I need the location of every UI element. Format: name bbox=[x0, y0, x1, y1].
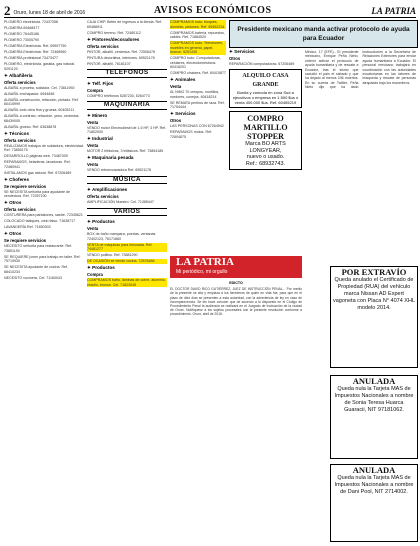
legal-edict-title: EDICTO bbox=[229, 281, 243, 285]
classified-ad: COMPRAMOS batería, repuestos, cables. Ref. 71884520 bbox=[170, 30, 225, 39]
ad-extravio-body: Queda anulado el Certificado de Propiedad (RUA) del vehículo marca Nissan AD Expert vagoneta con Placa N° 4074 XHL modelo 2014. bbox=[333, 277, 416, 311]
ad-compro-line1: COMPRO bbox=[247, 114, 284, 123]
section-subheading: Oferta servicios bbox=[4, 79, 36, 85]
classified-ad: PLOMERÍA Electricista. Ref. 72468960 bbox=[4, 50, 67, 54]
ad-compro-line6: nuevo o usado. bbox=[246, 154, 285, 160]
ad-house-body: Bonita y cómoda en zona Sud a ejecutivos o empresa en 1.500 $us o venta 400.000 $us. Ref. 60455219 bbox=[232, 90, 299, 105]
section-heading: ✦ Productos bbox=[87, 219, 115, 224]
classified-ad: SE REMATA perritos de raza. Ref. 71754444 bbox=[170, 100, 225, 109]
ad-anulada-2-body: Queda nula la Tarjeta MAS de Impuestos Nacionales a nombre de Dani Pool, NIT 2714002. bbox=[334, 475, 414, 495]
classified-ad: AMPLIFICACIÓN Nuestro. Cel. 71385447 bbox=[87, 200, 154, 204]
classified-ad: ALBAÑIL a contrato, refacción, yeso, cerámica. 68439005 bbox=[4, 114, 80, 123]
section-subheading: Compra bbox=[87, 272, 103, 277]
ad-anulada-2 bbox=[330, 464, 418, 542]
ad-compro-line2: MARTILLO bbox=[243, 123, 288, 132]
legal-edict-body: EL DOCTOR DAVID RICO GUTIÉRREZ, JUEZ DE INSTRUCCIÓN PENAL... Por medio de la presente se cita y emplaza a los herederos de quien en vida fue, para que en el plazo de diez días se presenten a esta autoridad, con la advertencia de ley en caso de incomparecencia. Se les hace conocer que de acuerdo a lo dispuesto en el Código de Procedimiento Penal la audiencia se realizará en el Juzgado de Instrucción de la ciudad de Oruro. Notifíquese a los sujetos procesales con la presente resolución conforme a procedimiento. Oruro, abril de 2016. bbox=[170, 287, 302, 317]
classifieds-column-3 bbox=[170, 20, 226, 254]
ad-anulada-1-title: ANULADA bbox=[352, 376, 396, 386]
classified-ad: ALBAÑIL enchapador. 6944848 bbox=[4, 91, 55, 96]
section-heading: ✦ Minero bbox=[87, 112, 108, 118]
section-heading: ✦ Técnicos bbox=[4, 130, 30, 136]
classified-ad: BOX de baño mampara, puertas, ventanas. 72402123, 76171860 bbox=[87, 232, 157, 241]
ad-compro-line5: LONGYEAR, bbox=[249, 147, 282, 154]
section-subheading: Venta bbox=[87, 226, 99, 231]
classified-ad: DESARROLLO páginas web. 73487009 bbox=[4, 154, 68, 158]
classified-ad: COLOCADO tabiques, cielo falso. 71638717 bbox=[4, 219, 76, 223]
ad-anulada-1 bbox=[330, 375, 418, 459]
classified-ad: PLOMERO electricista. 72437358 bbox=[4, 20, 58, 24]
section-heading: ✦ Choferes bbox=[4, 176, 30, 182]
section-heading: ✦ Servicios bbox=[170, 111, 196, 116]
section-title: AVISOS ECONÓMICOS bbox=[154, 5, 272, 16]
section-heading: ✦ Industrial bbox=[87, 136, 113, 141]
classified-ad: NECESITO cocinera. Cel. 71160043 bbox=[4, 275, 62, 280]
category-banner: MÚSICA bbox=[87, 176, 167, 185]
classified-ad: SE REQUIERE joven para trabajo en taller. Ref. 75719930 bbox=[4, 254, 81, 263]
ad-anulada-1-body: Queda nula la Tarjeta MAS de Impuestos Nacionales a nombre de Sonia Teresa Huarca Guaracii, NIT 97181062. bbox=[334, 386, 414, 413]
classified-ad: SE NECESITA señorita para ayudante de vendedora. Ref. 72397100 bbox=[4, 189, 71, 198]
page-number: 2 bbox=[4, 3, 11, 18]
section-subheading: Venta bbox=[87, 119, 99, 125]
classified-ad: AL NINO 70 crespos, mortillos, roedores, conejos. 60418214 bbox=[170, 90, 220, 99]
classified-ad: PLOMERO, electricista, gasista, gas natural. 5291120 bbox=[4, 62, 76, 71]
classified-ad: COMPRAMOS baño, láminas de cobre, aluminio, estaño, bronce. Cel. 71823045 bbox=[87, 278, 166, 287]
classified-ad: PINTOR, albañil, cerámica. Ref. 72506478 bbox=[87, 49, 156, 54]
classified-ad: COMPRAMOS todo: Televisores, muebles en general, papel, bronce. 5251445 bbox=[170, 41, 226, 55]
classified-ad: MOTOR 2 trifásicos, 3 trifásicos. Ref. 73854185 bbox=[87, 149, 164, 153]
classified-ad: PLOMERÍA Electricista. Ref. 69597750 bbox=[4, 44, 67, 48]
section-subheading: Venta bbox=[87, 143, 99, 148]
ad-extravio-title: POR EXTRAVÍO bbox=[341, 267, 407, 277]
section-subheading: Otros bbox=[170, 118, 182, 123]
column-4-list bbox=[229, 49, 302, 67]
news-headline-box bbox=[229, 20, 418, 48]
classified-ad: COSTURERA para pantalones, sastre. 72345621 bbox=[4, 213, 83, 217]
newspaper-logo: LA PATRIA bbox=[371, 6, 416, 16]
ad-anulada-2-title: ANULADA bbox=[352, 465, 396, 475]
classified-ad: VENDO pollitos. Ref. 73881290 bbox=[87, 253, 138, 257]
classified-ad: ALBAÑIL a prueba, soldador. Cel. 73811992 bbox=[4, 85, 75, 90]
ad-house-rent bbox=[229, 69, 302, 108]
section-heading: ✦ Amplificaciones bbox=[87, 187, 128, 192]
section-heading: ✦ Pintores/decoradores bbox=[87, 36, 140, 42]
news-headline: Presidente mexicano manda activar protocolo de ayuda para Ecuador bbox=[237, 26, 410, 42]
classified-ad: LAVANDERÍA Ref. 71650303 bbox=[4, 225, 51, 229]
section-heading: ✦ Maquinaria pesada bbox=[87, 155, 134, 160]
classified-ad: PLOMERO 73005790 bbox=[4, 38, 39, 42]
ad-compro-line4: Marca BO ARTS bbox=[245, 141, 286, 147]
section-subheading: Se requiere servicios bbox=[4, 183, 47, 189]
classified-ad: NECESITO señorita para restaurante. Ref. 73851190 bbox=[4, 244, 73, 253]
classified-ad: VENDO motor Electrodiesel de 1.5 HP, 3 HP. Ref. 71802000 bbox=[87, 125, 167, 134]
section-subheading: Venta bbox=[170, 84, 182, 89]
classifieds-column-1 bbox=[4, 20, 84, 542]
classified-ad: LAS PERSONAS CON 67264942 bbox=[170, 124, 224, 128]
section-subheading: Oferta servicios bbox=[87, 43, 119, 49]
ad-house-title: ALQUILO CASA GRANDE bbox=[242, 73, 289, 88]
section-subheading: Oferta servicios bbox=[87, 194, 119, 199]
la-patria-banner bbox=[170, 256, 302, 278]
classified-ad: COMPRO terreno. Ref. 72480112 bbox=[87, 30, 141, 35]
section-subheading: Oferta servicios bbox=[4, 207, 36, 212]
classified-ad: PLOMERO 76445186 bbox=[4, 32, 39, 36]
classified-ad: COMPRAMOS todo: bloques, aluminio, pistones. Ref. 69452234 bbox=[170, 20, 225, 29]
news-article-body: México, 17 (EFE).- El presidente mexicano, Enrique Peña Nieto, ordenó activar el protocolo de ayuda humanitaria y de rescate a Ecuador, tras el sismo que sacudió el país el sábado y que ha dejado al menos 246 muertos. En su cuenta de Twitter, Peña Nieto dijo que ha dado instrucciones a la Secretaría de Relaciones Exteriores para enviar ayuda humanitaria a Ecuador. El personal mexicano trabajará en coordinación con las autoridades ecuatorianas en las labores de búsqueda y rescate de personas atrapadas bajo los escombros. bbox=[305, 50, 416, 90]
classified-ad: REPARACIÓN computadoras. 67206489 bbox=[229, 61, 295, 66]
classified-ad: REPARAMOS motos. Ref. 72604875 bbox=[170, 130, 213, 139]
ad-compro-line3: STOPPER bbox=[247, 132, 284, 141]
classified-ad: COMPRO chatarra. Ref. 60415877 bbox=[170, 71, 226, 75]
category-banner: VARIOS bbox=[87, 208, 167, 217]
ad-compro-martillo bbox=[229, 111, 302, 170]
classified-ad: REPARAMOS, heladeras, lavadoras. Ref. 72480941 bbox=[4, 160, 71, 169]
ad-compro-line7: Ref.: 68932743. bbox=[245, 160, 286, 167]
section-heading: ✦ Servicios bbox=[229, 48, 255, 54]
legal-edict bbox=[170, 281, 302, 542]
classified-ad: PLOMERÍA 69468477 bbox=[4, 26, 40, 30]
section-heading: ✦ Productos bbox=[87, 265, 115, 270]
classified-ad: ALBAÑIL construcción, refacción, pintado. Ref. 60415999 bbox=[4, 97, 79, 106]
classified-ad: ALBAÑIL todo obra fina y gruesa. 60405211 bbox=[4, 108, 75, 112]
ad-extravio bbox=[330, 266, 418, 368]
category-banner: TELEFONOS bbox=[87, 69, 167, 78]
classifieds-column-4 bbox=[229, 47, 302, 255]
column-3-list bbox=[170, 20, 226, 139]
classified-ad: CAJA CHIP. Belén de ingresos a la tienda. Ref. 69488911 bbox=[87, 20, 163, 29]
category-banner: MAQUINARIA bbox=[87, 101, 167, 110]
section-heading: ✦ Albañilería bbox=[4, 72, 33, 78]
classified-ad: REALIZAMOS trabajos de soldadura, electricidad. Ref. 73855175 bbox=[4, 143, 84, 152]
classified-ad: PLOMERÍA profesional 73473477 bbox=[4, 56, 58, 60]
page-date: Oruro, lunes 18 de abril de 2016 bbox=[13, 10, 86, 16]
section-subheading: Otros bbox=[229, 55, 241, 61]
classified-ad: VENDO retroexcavadora Ref. 69521178 bbox=[87, 168, 152, 172]
section-subheading: Compra bbox=[87, 87, 103, 93]
section-heading: ✦ Otros bbox=[4, 200, 22, 205]
section-heading: ✦ Telf. Fijos bbox=[87, 80, 114, 86]
section-heading: ✦ Otros bbox=[4, 231, 22, 236]
section-subheading: Se requiere servicios bbox=[4, 238, 47, 243]
page-header bbox=[4, 3, 416, 18]
classified-ad: ALBAÑIL grueso. Ref. 63638878 bbox=[4, 124, 57, 129]
classified-ad: PINTOR, albañil. 76181107 bbox=[87, 61, 131, 66]
la-patria-banner-slogan: Mi periódico, mi orgullo bbox=[176, 269, 228, 275]
classified-ad: COMPRO teléfonos 5287230, 5264773 bbox=[87, 93, 150, 98]
section-subheading: Oferta servicios bbox=[4, 137, 36, 143]
classified-ad: INSTALAMOS gas natural. Ref. 67206489 bbox=[4, 170, 72, 175]
classified-ad: COMPRO todo: Computadoras, celulares, electrodomésticos. 60418201 bbox=[170, 56, 221, 69]
classified-ad: DE OCASIÓN se vende cocina. 72876486 bbox=[87, 259, 167, 264]
la-patria-banner-name: LA PATRIA bbox=[176, 256, 234, 268]
section-heading: ✦ Animales bbox=[170, 77, 196, 82]
classifieds-column-2 bbox=[87, 20, 167, 542]
classified-ad: VENTA de máquinas para limonada. Ref. 74481277 bbox=[87, 243, 167, 252]
section-subheading: Venta bbox=[87, 162, 99, 167]
classified-ad: SE NECESITA ayudante de cocina. Ref. 68410234 bbox=[4, 265, 69, 274]
classified-ad: PINTURA decorativa, interiores. 69521178 bbox=[87, 55, 155, 60]
